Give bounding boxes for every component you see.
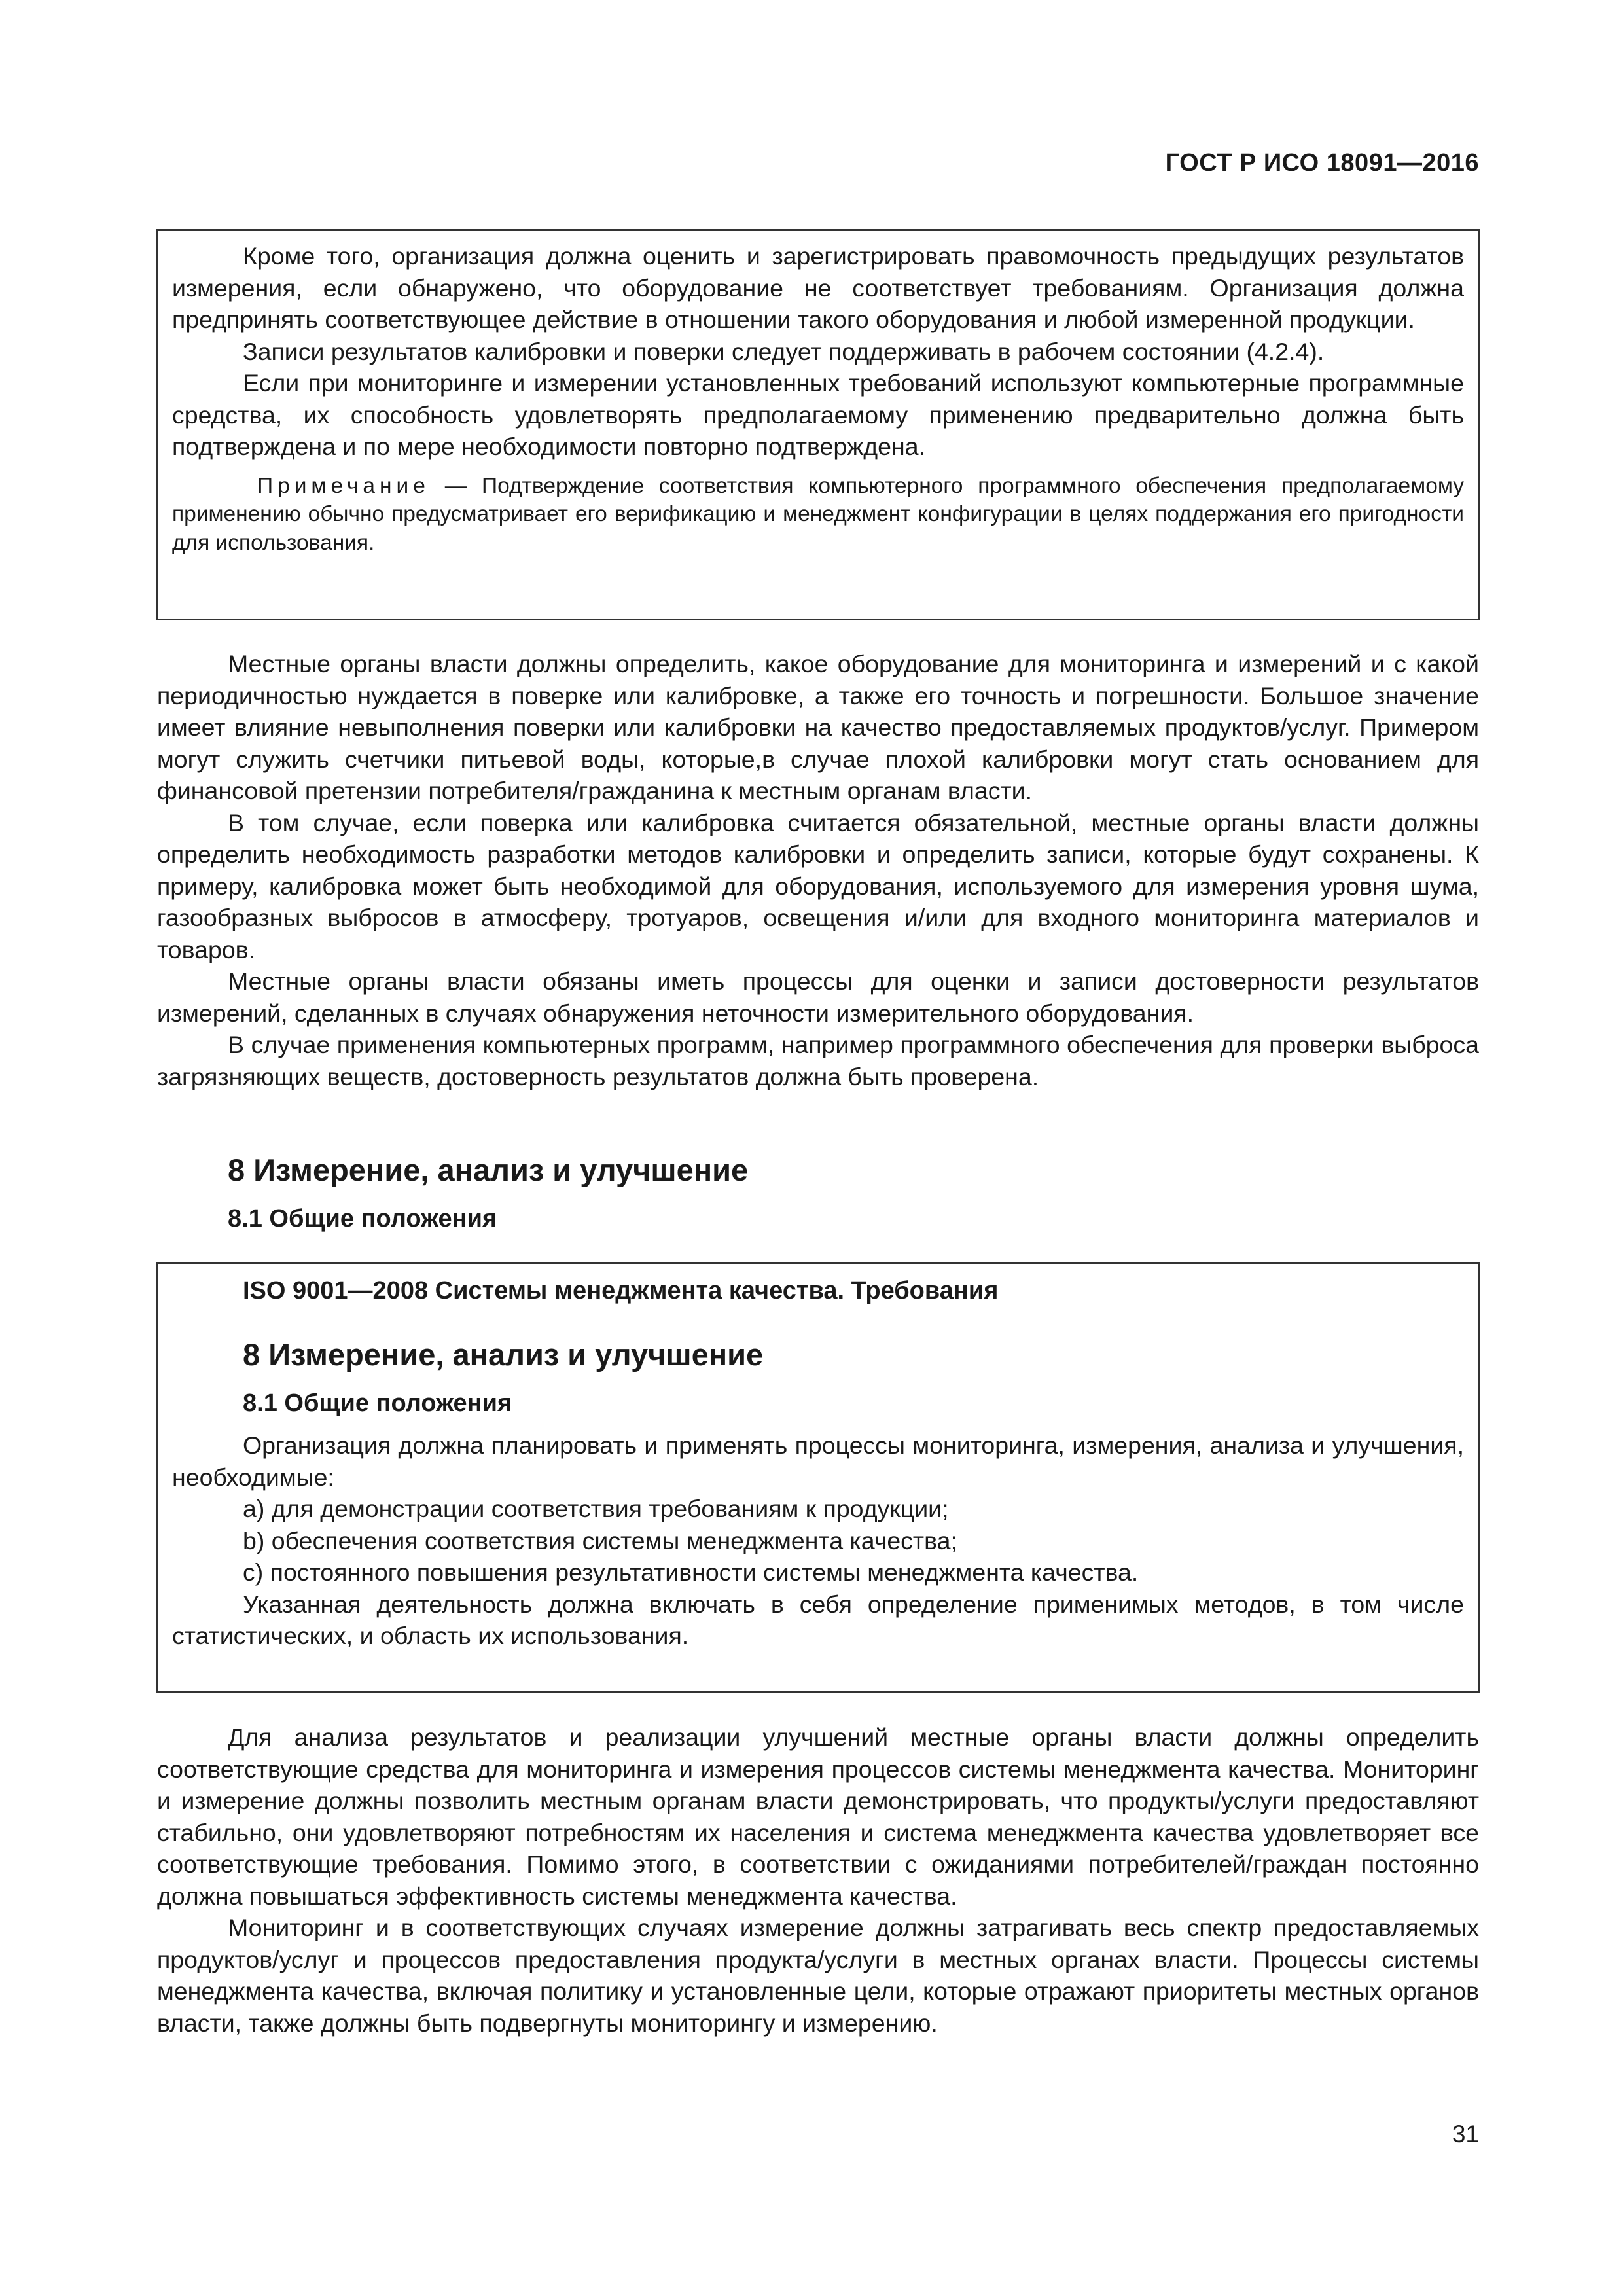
section-subtitle: 8.1 Общие положения <box>228 1205 497 1232</box>
body1-paragraph-3: Местные органы власти обязаны иметь процессы для оценки и записи достоверности результатов измерений, сделанных в случаях обнаружения неточности измерительного оборудования. <box>157 967 1479 1027</box>
box2-closing: Указанная деятельность должна включать в себя определение применимых методов, в том числе статистических, и область их использования. <box>172 1590 1464 1649</box>
box1-paragraph-1: Кроме того, организация должна оценить и зарегистрировать правомочность предыдущих результатов измерения, если обнаружено, что оборудование не соответствует требованиям. Организация должна предпринять соответствующее действие в отношении такого оборудования и любой измеренной продукции. <box>172 242 1464 333</box>
box2-item-c: c) постоянного повышения результативности системы менеджмента качества. <box>243 1558 1139 1586</box>
box1-note <box>172 472 1464 558</box>
box1-paragraph-2: Записи результатов калибровки и поверки следует поддерживать в рабочем состоянии (4.2.4). <box>243 337 1325 365</box>
section-heading <box>157 1152 1479 1233</box>
box2-section-title: 8 Измерение, анализ и улучшение <box>243 1337 764 1372</box>
note-text: — Подтверждение соответствия компьютерного программного обеспечения предполагаемому применению обычно предусматривает его верификацию и менеджмент конфигурации в целях поддержания его пригодности для использования. <box>172 473 1464 555</box>
note-label: Примечание <box>257 473 430 498</box>
body1-paragraph-1: Местные органы власти должны определить, какое оборудование для мониторинга и измерений и с какой периодичностью нуждается в поверке или калибровке, а также его точность и погрешности. Большое значение имеет влияние невыполнения поверки или калибровки на качество предоставляемых продуктов/услуг. Примером могут служить счетчики питьевой воды, которые,в случае плохой калибровки могут стать основанием для финансовой претензии потребителя/гражданина к местным органам власти. <box>157 650 1479 804</box>
box2-standard-title: ISO 9001—2008 Системы менеджмента качества. Требования <box>243 1277 999 1304</box>
quoted-box-iso9001 <box>156 1262 1480 1693</box>
section-title: 8 Измерение, анализ и улучшение <box>228 1153 749 1187</box>
body1-paragraph-4: В случае применения компьютерных программ, например программного обеспечения для проверки выброса загрязняющих веществ, достоверность результатов должна быть проверена. <box>157 1031 1479 1090</box>
box2-section-subtitle: 8.1 Общие положения <box>243 1390 512 1417</box>
box2-item-a: a) для демонстрации соответствия требованиям к продукции; <box>243 1495 949 1522</box>
box2-item-b: b) обеспечения соответствия системы менеджмента качества; <box>243 1526 957 1554</box>
body1-paragraph-2: В том случае, если поверка или калибровка считается обязательной, местные органы власти должны определить необходимость разработки методов калибровки и определить записи, которые будут сохранены. К примеру, калибровка может быть необходимой для оборудования, используемого для измерения уровня шума, газообразных выбросов в атмосферу, тротуаров, освещения и/или для входного мониторинга материалов и товаров. <box>157 808 1479 963</box>
body2-paragraph-2: Мониторинг и в соответствующих случаях измерение должны затрагивать весь спектр предоставляемых продуктов/услуг и процессов предоставления продукта/услуги в местных органах власти. Процессы системы менеджмента качества, включая политику и установленные цели, которые отражают приоритеты местных органов власти, также должны быть подвергнуты мониторингу и измерению. <box>157 1914 1479 2037</box>
body-text-1 <box>157 648 1479 1092</box>
box2-intro: Организация должна планировать и применять процессы мониторинга, измерения, анализа и улучшения, необходимые: <box>172 1431 1464 1491</box>
document-id: ГОСТ Р ИСО 18091—2016 <box>1165 149 1479 177</box>
box1-paragraph-3: Если при мониторинге и измерении установленных требований используют компьютерные программные средства, их способность удовлетворять предполагаемому применению предварительно должна быть подтверждена и по мере необходимости повторно подтверждена. <box>172 369 1464 460</box>
page-number: 31 <box>1452 2121 1479 2147</box>
body-text-2 <box>157 1721 1479 2039</box>
quoted-box-calibration <box>156 229 1480 620</box>
body2-paragraph-1: Для анализа результатов и реализации улучшений местные органы власти должны определить соответствующие средства для мониторинга и измерения процессов системы менеджмента качества. Мониторинг и измерение должны позволить местным органам власти демонстрировать, что продукты/услуги предоставляют стабильно, они удовлетворяют потребностям их населения и система менеджмента качества удовлетворяет все соответствующие требования. Помимо этого, в соответствии с ожиданиями потребителей/граждан постоянно должна повышаться эффективность системы менеджмента качества. <box>157 1723 1479 1910</box>
